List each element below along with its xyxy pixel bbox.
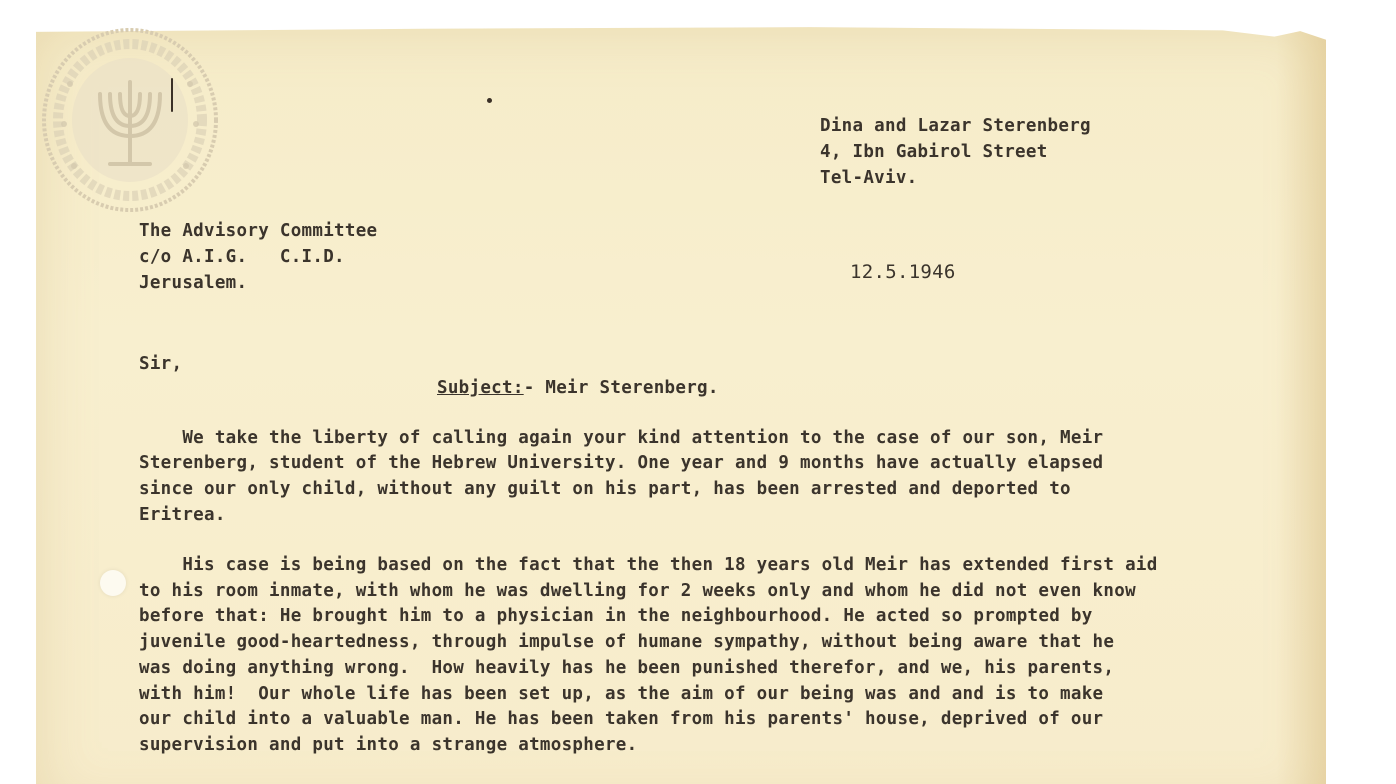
subject-label: Subject:: [437, 378, 524, 398]
punch-hole: [100, 570, 126, 596]
sender-street: 4, Ibn Gabirol Street: [820, 142, 1048, 162]
salutation: Sir,: [139, 354, 183, 374]
paragraph-line: Sterenberg, student of the Hebrew University. One year and 9 months have actually elapsed: [139, 453, 1104, 473]
paragraph-line: juvenile good-heartedness, through impulse of humane sympathy, without being aware that he: [139, 632, 1115, 652]
paragraph-line: since our only child, without any guilt on his part, has been arrested and deported to: [139, 479, 1071, 499]
paragraph-line: with him! Our whole life has been set up, as the aim of our being was and and is to make: [139, 684, 1104, 704]
ink-mark: [171, 78, 173, 112]
subject-text: - Meir Sterenberg.: [523, 378, 719, 398]
paragraph-line: We take the liberty of calling again your kind attention to the case of our son, Meir: [139, 428, 1104, 448]
subject-line: [437, 376, 719, 402]
sender-city: Tel-Aviv.: [820, 168, 918, 188]
sender-name: Dina and Lazar Sterenberg: [820, 116, 1091, 136]
paragraph-line: before that: He brought him to a physician in the neighbourhood. He acted so prompted by: [139, 606, 1093, 626]
recipient-city: Jerusalem.: [139, 273, 248, 293]
recipient-address: c/o A.I.G. C.I.D.: [139, 247, 345, 267]
paragraph-line: was doing anything wrong. How heavily has he been punished therefor, and we, his parents,: [139, 658, 1115, 678]
letter-date: 12.5.1946: [850, 261, 956, 283]
paragraph-line: our child into a valuable man. He has been taken from his parents' house, deprived of our: [139, 709, 1104, 729]
recipient-name: The Advisory Committee: [139, 221, 378, 241]
paragraph-line: to his room inmate, with whom he was dwelling for 2 weeks only and whom he did not even know: [139, 581, 1136, 601]
seal-stamp-icon: [40, 24, 220, 216]
paragraph-line: His case is being based on the fact that the then 18 years old Meir has extended first aid: [139, 555, 1158, 575]
ink-speck: [487, 98, 492, 103]
paragraph-line: supervision and put into a strange atmosphere.: [139, 735, 638, 755]
paragraph-line: Eritrea.: [139, 505, 226, 525]
